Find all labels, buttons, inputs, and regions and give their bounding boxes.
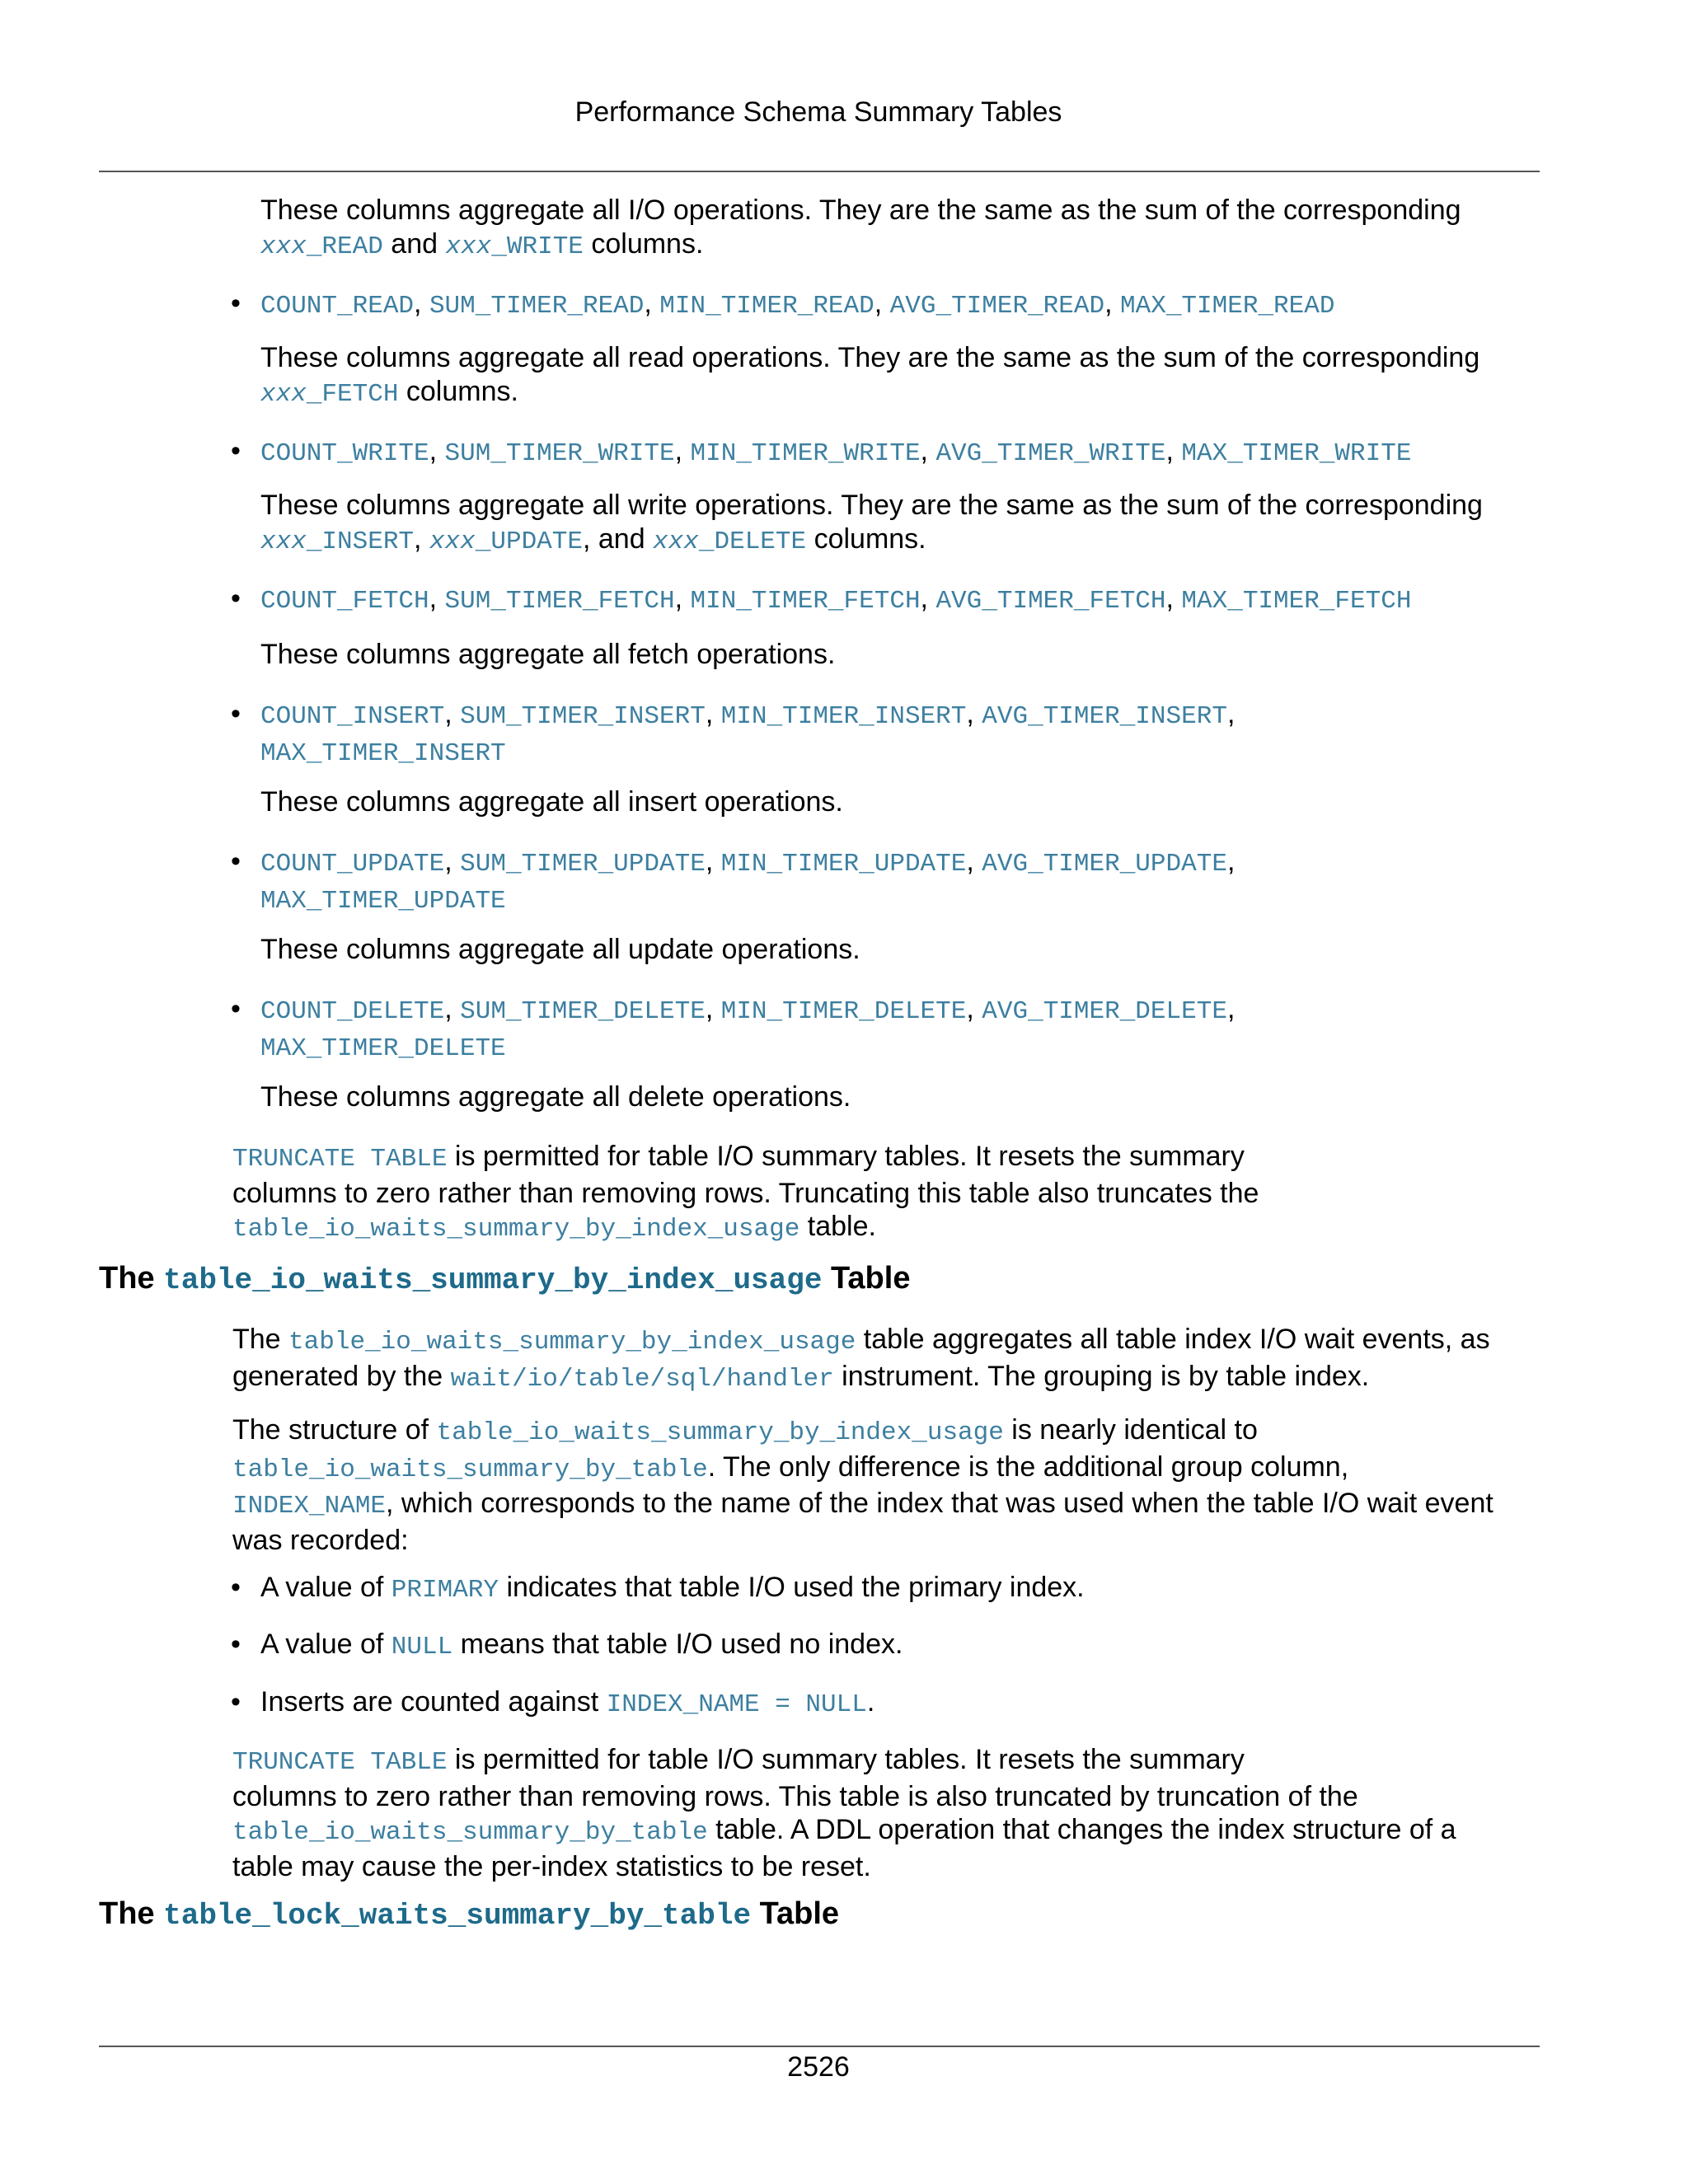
list-item-insert-columns: COUNT_INSERT, SUM_TIMER_INSERT, MIN_TIMER_INSERT, AVG_TIMER_INSERT, MAX_TIMER_INSERT <box>260 698 1236 768</box>
bullet-marker: • <box>231 583 241 614</box>
list-item-null: A value of NULL means that table I/O used no index. <box>260 1629 903 1661</box>
section-heading-lock-waits: The table_lock_waits_summary_by_table Table <box>99 1896 840 1933</box>
bullet-marker: • <box>231 288 241 319</box>
list-item-write-columns: COUNT_WRITE, SUM_TIMER_WRITE, MIN_TIMER_WRITE, AVG_TIMER_WRITE, MAX_TIMER_WRITE <box>260 435 1412 468</box>
bullet-marker: • <box>231 1572 241 1603</box>
paragraph-update: These columns aggregate all update operations. <box>260 934 860 965</box>
footer-rule <box>99 2046 1540 2047</box>
list-item-read-columns: COUNT_READ, SUM_TIMER_READ, MIN_TIMER_READ, AVG_TIMER_READ, MAX_TIMER_READ <box>260 288 1335 321</box>
bullet-marker: • <box>231 846 241 877</box>
list-item-fetch-columns: COUNT_FETCH, SUM_TIMER_FETCH, MIN_TIMER_FETCH, AVG_TIMER_FETCH, MAX_TIMER_FETCH <box>260 583 1412 616</box>
section-heading-index-usage: The table_io_waits_summary_by_index_usage Table <box>99 1261 911 1297</box>
bullet-marker: • <box>231 1686 241 1718</box>
paragraph-truncate-2: TRUNCATE TABLE is permitted for table I/O summary tables. It resets the summary columns to zero rather than removing rows. This table is also truncated by truncation of the table_io_waits_summary_by_table table. A DDL operation that changes the index structure of a table may cause the per-index statistics to be reset. <box>232 1744 1456 1882</box>
bullet-marker: • <box>231 698 241 729</box>
list-item-inserts: Inserts are counted against INDEX_NAME = NULL. <box>260 1686 875 1719</box>
header-rule <box>99 171 1540 172</box>
paragraph-index-usage-2: The structure of table_io_waits_summary_by_index_usage is nearly identical to table_io_waits_summary_by_table. The only difference is the additional group column, INDEX_NAME, which corresponds to the name of the index that was used when the table I/O wait event was recorded: <box>232 1414 1493 1556</box>
list-item-primary: A value of PRIMARY indicates that table I/O used the primary index. <box>260 1572 1085 1605</box>
list-item-update-columns: COUNT_UPDATE, SUM_TIMER_UPDATE, MIN_TIMER_UPDATE, AVG_TIMER_UPDATE, MAX_TIMER_UPDATE <box>260 846 1236 916</box>
bullet-marker: • <box>231 1629 241 1660</box>
paragraph-index-usage-1: The table_io_waits_summary_by_index_usage table aggregates all table index I/O wait events, as generated by the wait/io/table/sql/handler instrument. The grouping is by table index. <box>232 1324 1490 1394</box>
paragraph-delete: These columns aggregate all delete operations. <box>260 1081 851 1113</box>
page-header: Performance Schema Summary Tables <box>574 96 1062 128</box>
paragraph-insert: These columns aggregate all insert operations. <box>260 786 843 818</box>
paragraph-truncate-1: TRUNCATE TABLE is permitted for table I/O summary tables. It resets the summary columns to zero rather than removing rows. Truncating this table also truncates the table_io_waits_summary_by_index_usage table. <box>232 1141 1259 1244</box>
paragraph-read: These columns aggregate all read operations. They are the same as the sum of the corresponding xxx_FETCH columns. <box>260 342 1480 409</box>
paragraph-fetch: These columns aggregate all fetch operations. <box>260 639 836 670</box>
paragraph-io: These columns aggregate all I/O operations. They are the same as the sum of the corresponding xxx_READ and xxx_WRITE columns. <box>260 194 1461 261</box>
page-number: 2526 <box>787 2051 850 2083</box>
bullet-marker: • <box>231 435 241 466</box>
list-item-delete-columns: COUNT_DELETE, SUM_TIMER_DELETE, MIN_TIMER_DELETE, AVG_TIMER_DELETE, MAX_TIMER_DELETE <box>260 993 1236 1063</box>
bullet-marker: • <box>231 993 241 1024</box>
paragraph-write: These columns aggregate all write operations. They are the same as the sum of the corresponding xxx_INSERT, xxx_UPDATE, and xxx_DELETE columns. <box>260 490 1483 556</box>
